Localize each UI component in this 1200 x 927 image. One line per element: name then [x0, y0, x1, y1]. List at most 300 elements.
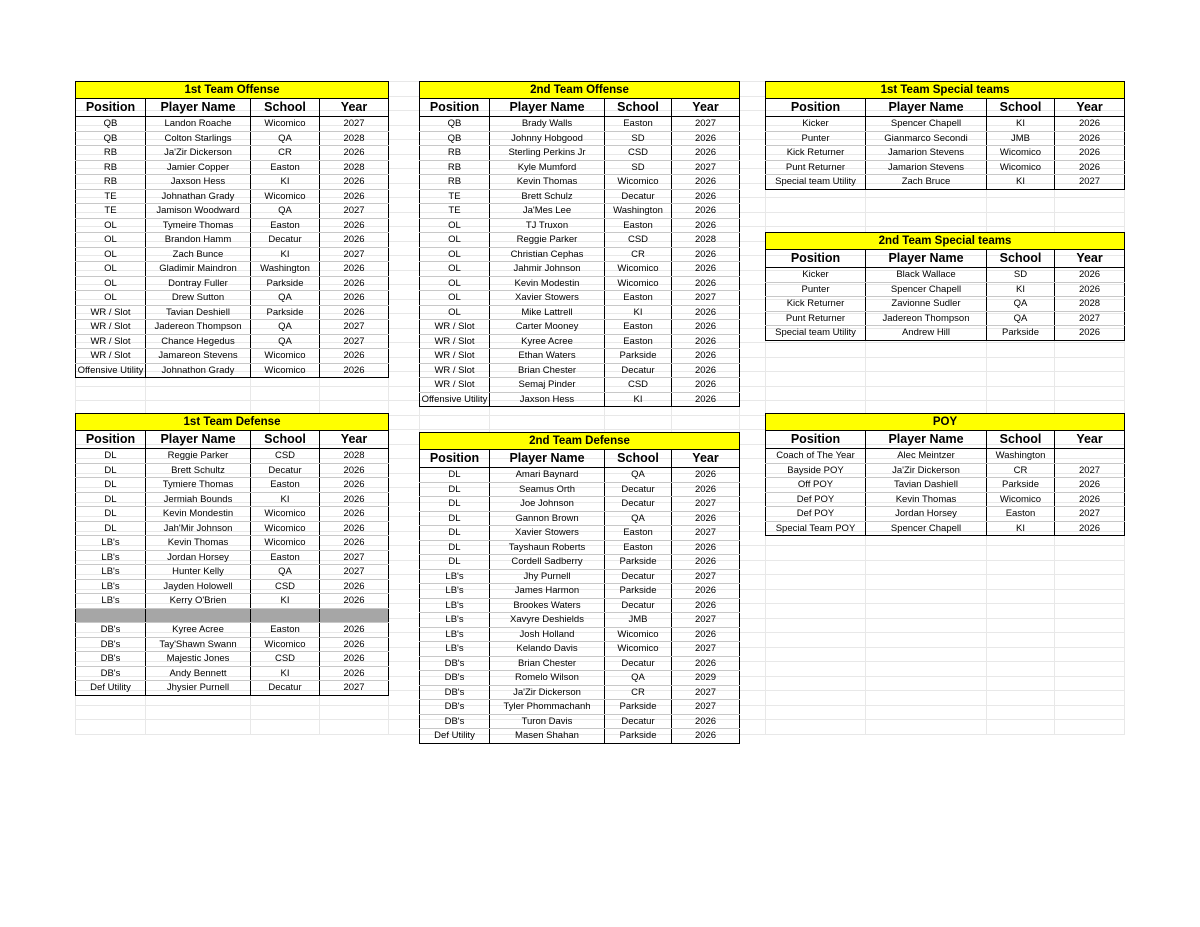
cell-school: CR	[605, 685, 672, 700]
cell-school: QA	[251, 131, 320, 146]
cell-position: DL	[420, 482, 490, 497]
cell-position: LB's	[420, 613, 490, 628]
cell-position: Def POY	[766, 507, 866, 522]
section-title-row	[766, 414, 1125, 431]
table-row	[420, 729, 740, 744]
cell-player-name: Spencer Chapell	[866, 521, 987, 536]
cell-year: 2027	[1055, 175, 1125, 190]
cell-school: Easton	[251, 218, 320, 233]
first-team-special-teams-table	[765, 81, 1125, 190]
cell-year: 2027	[672, 497, 740, 512]
table-row	[420, 233, 740, 248]
cell-school: Wicomico	[605, 627, 672, 642]
cell-position: LB's	[76, 594, 146, 609]
cell-player-name: Amari Baynard	[490, 468, 605, 483]
cell-school: Wicomico	[251, 536, 320, 551]
cell-player-name: Andy Bennett	[146, 666, 251, 681]
cell-year: 2026	[320, 189, 389, 204]
cell-position: OL	[76, 276, 146, 291]
table-row	[420, 468, 740, 483]
section-title-row	[766, 82, 1125, 99]
cell-year: 2026	[672, 349, 740, 364]
table-row	[76, 276, 389, 291]
section-title: 1st Team Offense	[76, 82, 389, 99]
cell-school: Decatur	[605, 363, 672, 378]
cell-position: DL	[420, 540, 490, 555]
cell-year: 2026	[672, 656, 740, 671]
table-row	[420, 613, 740, 628]
cell-player-name: Tymiere Thomas	[146, 478, 251, 493]
cell-position: DB's	[76, 637, 146, 652]
cell-player-name: Brett Schultz	[146, 463, 251, 478]
cell-position: Offensive Utility	[76, 363, 146, 378]
cell-year: 2027	[320, 247, 389, 262]
cell-school: KI	[251, 594, 320, 609]
cell-position: OL	[420, 276, 490, 291]
table-row	[76, 189, 389, 204]
cell-year	[320, 608, 389, 623]
cell-position: Kick Returner	[766, 146, 866, 161]
cell-position: DL	[420, 468, 490, 483]
column-header-position: Position	[420, 450, 490, 468]
cell-player-name: Tavian Dashiell	[866, 478, 987, 493]
cell-position: LB's	[420, 584, 490, 599]
cell-position: Special team Utility	[766, 326, 866, 341]
cell-position: Punt Returner	[766, 160, 866, 175]
cell-player-name: Drew Sutton	[146, 291, 251, 306]
cell-year: 2026	[320, 594, 389, 609]
cell-position: DB's	[420, 671, 490, 686]
cell-school: Parkside	[987, 326, 1055, 341]
cell-year: 2026	[672, 131, 740, 146]
column-header-player-name: Player Name	[490, 450, 605, 468]
cell-player-name: Gannon Brown	[490, 511, 605, 526]
column-header-player-name: Player Name	[146, 431, 251, 449]
cell-school: CR	[251, 146, 320, 161]
cell-school: CSD	[251, 449, 320, 464]
cell-school: Wicomico	[987, 492, 1055, 507]
cell-school: QA	[987, 311, 1055, 326]
column-header-player-name: Player Name	[146, 99, 251, 117]
cell-position: Off POY	[766, 478, 866, 493]
cell-year: 2028	[672, 233, 740, 248]
cell-year: 2027	[320, 565, 389, 580]
table-row	[420, 117, 740, 132]
table-row	[420, 627, 740, 642]
cell-year: 2026	[320, 478, 389, 493]
cell-player-name: Alec Meintzer	[866, 449, 987, 464]
cell-position: RB	[420, 175, 490, 190]
column-header-row	[76, 431, 389, 449]
cell-player-name: Johnathon Grady	[146, 363, 251, 378]
cell-player-name: Ja'Zir Dickerson	[490, 685, 605, 700]
cell-school: JMB	[605, 613, 672, 628]
cell-player-name: Reggie Parker	[146, 449, 251, 464]
table-row	[420, 204, 740, 219]
cell-year: 2026	[672, 247, 740, 262]
cell-position: OL	[420, 218, 490, 233]
column-header-school: School	[605, 99, 672, 117]
table-row	[420, 189, 740, 204]
cell-year: 2026	[672, 363, 740, 378]
table-row	[420, 671, 740, 686]
cell-player-name: Jamarion Stevens	[866, 160, 987, 175]
cell-player-name: Spencer Chapell	[866, 282, 987, 297]
cell-school: QA	[251, 320, 320, 335]
cell-player-name: Jadereon Thompson	[146, 320, 251, 335]
cell-player-name: Seamus Orth	[490, 482, 605, 497]
section-title: 1st Team Special teams	[766, 82, 1125, 99]
cell-year: 2026	[672, 627, 740, 642]
table-row	[76, 262, 389, 277]
cell-school: QA	[251, 334, 320, 349]
cell-school: Easton	[605, 117, 672, 132]
cell-position: Special team Utility	[766, 175, 866, 190]
cell-school: Easton	[251, 550, 320, 565]
cell-player-name: Jordan Horsey	[866, 507, 987, 522]
cell-position: LB's	[76, 565, 146, 580]
cell-position: Def Utility	[76, 681, 146, 696]
cell-year: 2026	[672, 584, 740, 599]
cell-year: 2027	[1055, 507, 1125, 522]
cell-year: 2026	[672, 146, 740, 161]
cell-position: DL	[420, 526, 490, 541]
cell-player-name: Turon Davis	[490, 714, 605, 729]
table-row	[420, 526, 740, 541]
cell-year: 2026	[672, 555, 740, 570]
cell-player-name: Jayden Holowell	[146, 579, 251, 594]
cell-school: Easton	[251, 478, 320, 493]
cell-year: 2026	[672, 189, 740, 204]
section-title: POY	[766, 414, 1125, 431]
cell-player-name: Johnny Hobgood	[490, 131, 605, 146]
cell-year: 2026	[672, 204, 740, 219]
cell-year: 2026	[320, 276, 389, 291]
cell-player-name: Hunter Kelly	[146, 565, 251, 580]
cell-school: QA	[251, 565, 320, 580]
table-row	[76, 565, 389, 580]
cell-player-name: Christian Cephas	[490, 247, 605, 262]
cell-player-name: Xavier Stowers	[490, 291, 605, 306]
cell-position: RB	[76, 146, 146, 161]
table-row	[766, 478, 1125, 493]
cell-position: QB	[76, 131, 146, 146]
cell-position: LB's	[420, 642, 490, 657]
cell-school: QA	[605, 511, 672, 526]
section-title-row	[76, 414, 389, 431]
table-row	[420, 700, 740, 715]
cell-school: Washington	[987, 449, 1055, 464]
first-team-defense-table	[75, 413, 389, 696]
cell-player-name: Kevin Modestin	[490, 276, 605, 291]
table-row	[766, 326, 1125, 341]
cell-school: KI	[987, 521, 1055, 536]
cell-player-name: Jaxson Hess	[490, 392, 605, 407]
cell-position: DL	[76, 507, 146, 522]
cell-position: Def POY	[766, 492, 866, 507]
table-row	[76, 521, 389, 536]
cell-year: 2026	[320, 463, 389, 478]
section-title: 2nd Team Special teams	[766, 233, 1125, 250]
cell-position: TE	[76, 189, 146, 204]
cell-year: 2026	[320, 233, 389, 248]
second-team-defense-table	[419, 432, 740, 744]
cell-year: 2027	[672, 685, 740, 700]
table-row	[76, 463, 389, 478]
cell-position: OL	[76, 291, 146, 306]
cell-school: Decatur	[605, 598, 672, 613]
table-row	[420, 584, 740, 599]
cell-player-name: Xavyre Deshields	[490, 613, 605, 628]
cell-player-name: Jamareon Stevens	[146, 349, 251, 364]
cell-position: LB's	[420, 569, 490, 584]
cell-year: 2026	[672, 392, 740, 407]
cell-school: CSD	[251, 579, 320, 594]
cell-player-name: Tay'Shawn Swann	[146, 637, 251, 652]
cell-player-name: Cordell Sadberry	[490, 555, 605, 570]
column-header-school: School	[987, 99, 1055, 117]
cell-school: Wicomico	[605, 642, 672, 657]
cell-position: WR / Slot	[420, 349, 490, 364]
cell-year: 2027	[320, 204, 389, 219]
column-header-player-name: Player Name	[866, 250, 987, 268]
cell-player-name: Black Wallace	[866, 268, 987, 283]
poy-table	[765, 413, 1125, 536]
cell-player-name: Ja'Zir Dickerson	[146, 146, 251, 161]
cell-position: RB	[420, 146, 490, 161]
cell-player-name: Jahmir Johnson	[490, 262, 605, 277]
column-header-row	[766, 250, 1125, 268]
cell-player-name: Mike Lattrell	[490, 305, 605, 320]
cell-position: Punter	[766, 131, 866, 146]
cell-position: OL	[76, 218, 146, 233]
cell-year: 2027	[320, 117, 389, 132]
table-row	[420, 497, 740, 512]
cell-player-name	[146, 608, 251, 623]
column-header-player-name: Player Name	[866, 431, 987, 449]
cell-position: TE	[76, 204, 146, 219]
cell-year: 2026	[672, 378, 740, 393]
table-row	[76, 175, 389, 190]
cell-player-name: Jaxson Hess	[146, 175, 251, 190]
cell-school: QA	[251, 204, 320, 219]
cell-player-name: Kevin Thomas	[146, 536, 251, 551]
cell-school: Decatur	[251, 233, 320, 248]
table-row	[420, 642, 740, 657]
cell-position: WR / Slot	[76, 334, 146, 349]
column-header-row	[420, 450, 740, 468]
cell-position: QB	[420, 131, 490, 146]
cell-year: 2028	[320, 160, 389, 175]
table-row	[76, 507, 389, 522]
cell-position: Kick Returner	[766, 297, 866, 312]
column-header-school: School	[251, 99, 320, 117]
cell-school: Wicomico	[605, 276, 672, 291]
table-row	[420, 305, 740, 320]
cell-school: Wicomico	[251, 507, 320, 522]
cell-school: Wicomico	[987, 146, 1055, 161]
cell-player-name: TJ Truxon	[490, 218, 605, 233]
cell-year: 2027	[320, 681, 389, 696]
cell-position: OL	[76, 262, 146, 277]
cell-school	[251, 608, 320, 623]
table-row	[420, 482, 740, 497]
cell-school: CSD	[605, 146, 672, 161]
cell-player-name: Jordan Horsey	[146, 550, 251, 565]
cell-school: CSD	[605, 378, 672, 393]
cell-school: KI	[987, 282, 1055, 297]
cell-player-name: Brookes Waters	[490, 598, 605, 613]
table-row	[76, 449, 389, 464]
cell-player-name: Joe Johnson	[490, 497, 605, 512]
cell-year: 2026	[1055, 521, 1125, 536]
cell-position: OL	[420, 262, 490, 277]
cell-player-name: Brady Walls	[490, 117, 605, 132]
cell-year: 2026	[672, 540, 740, 555]
cell-position: LB's	[76, 579, 146, 594]
cell-school: Parkside	[251, 276, 320, 291]
second-team-offense-table	[419, 81, 740, 407]
cell-school: CSD	[251, 652, 320, 667]
cell-year: 2026	[672, 334, 740, 349]
table-row	[420, 511, 740, 526]
cell-school: Washington	[251, 262, 320, 277]
cell-year: 2026	[1055, 160, 1125, 175]
table-row	[76, 550, 389, 565]
cell-year: 2026	[1055, 117, 1125, 132]
cell-position: DB's	[420, 714, 490, 729]
table-row	[420, 656, 740, 671]
cell-year: 2027	[672, 613, 740, 628]
section-title-row	[76, 82, 389, 99]
cell-school: Decatur	[251, 681, 320, 696]
cell-position: WR / Slot	[76, 349, 146, 364]
cell-school: Wicomico	[605, 175, 672, 190]
cell-school: CR	[987, 463, 1055, 478]
cell-year: 2027	[1055, 311, 1125, 326]
cell-school: KI	[251, 666, 320, 681]
cell-position: OL	[76, 233, 146, 248]
column-header-position: Position	[766, 99, 866, 117]
cell-player-name: Kerry O'Brien	[146, 594, 251, 609]
table-row	[76, 117, 389, 132]
table-row	[76, 305, 389, 320]
cell-position: WR / Slot	[420, 334, 490, 349]
table-row	[76, 492, 389, 507]
cell-school: Easton	[605, 218, 672, 233]
table-row	[76, 160, 389, 175]
column-header-school: School	[605, 450, 672, 468]
cell-year: 2026	[672, 175, 740, 190]
table-row	[420, 160, 740, 175]
section-title: 2nd Team Offense	[420, 82, 740, 99]
column-header-school: School	[987, 250, 1055, 268]
cell-player-name: Ethan Waters	[490, 349, 605, 364]
cell-player-name: Kevin Mondestin	[146, 507, 251, 522]
cell-player-name: Colton Starlings	[146, 131, 251, 146]
column-header-year: Year	[1055, 431, 1125, 449]
column-header-row	[420, 99, 740, 117]
cell-school: Decatur	[251, 463, 320, 478]
second-team-special-teams-table	[765, 232, 1125, 341]
cell-player-name: Masen Shahan	[490, 729, 605, 744]
cell-year: 2026	[672, 729, 740, 744]
cell-year: 2027	[672, 642, 740, 657]
table-row	[420, 598, 740, 613]
cell-player-name: Xavier Stowers	[490, 526, 605, 541]
section-title: 1st Team Defense	[76, 414, 389, 431]
cell-player-name: Kevin Thomas	[490, 175, 605, 190]
table-row	[766, 117, 1125, 132]
cell-year: 2026	[320, 218, 389, 233]
table-row	[420, 363, 740, 378]
table-row	[420, 131, 740, 146]
cell-position: DL	[76, 492, 146, 507]
cell-position: DL	[76, 478, 146, 493]
table-row	[766, 311, 1125, 326]
cell-school: Wicomico	[605, 262, 672, 277]
column-header-position: Position	[766, 431, 866, 449]
cell-year: 2026	[672, 598, 740, 613]
cell-player-name: Majestic Jones	[146, 652, 251, 667]
cell-year: 2026	[320, 305, 389, 320]
column-header-year: Year	[1055, 99, 1125, 117]
cell-school: KI	[251, 175, 320, 190]
table-row	[420, 569, 740, 584]
table-row	[420, 320, 740, 335]
cell-position: RB	[420, 160, 490, 175]
cell-player-name: Brett Schulz	[490, 189, 605, 204]
cell-player-name: Zach Bunce	[146, 247, 251, 262]
cell-school: Easton	[605, 320, 672, 335]
cell-position: LB's	[420, 598, 490, 613]
cell-player-name: Tyler Phommachanh	[490, 700, 605, 715]
column-header-row	[766, 431, 1125, 449]
table-row	[76, 320, 389, 335]
cell-year: 2026	[672, 482, 740, 497]
cell-school: KI	[605, 305, 672, 320]
column-header-school: School	[987, 431, 1055, 449]
cell-player-name: Jah'Mir Johnson	[146, 521, 251, 536]
cell-school: Wicomico	[251, 363, 320, 378]
cell-school: Easton	[605, 334, 672, 349]
table-row	[420, 714, 740, 729]
cell-year: 2026	[320, 507, 389, 522]
section-title: 2nd Team Defense	[420, 433, 740, 450]
table-row	[76, 478, 389, 493]
cell-position: Punt Returner	[766, 311, 866, 326]
cell-player-name: Kevin Thomas	[866, 492, 987, 507]
table-row	[76, 233, 389, 248]
table-row	[76, 579, 389, 594]
cell-school: Parkside	[251, 305, 320, 320]
column-header-year: Year	[672, 99, 740, 117]
cell-school: Wicomico	[251, 637, 320, 652]
cell-year: 2026	[320, 349, 389, 364]
cell-player-name: Kelando Davis	[490, 642, 605, 657]
cell-year: 2026	[1055, 282, 1125, 297]
table-row	[420, 262, 740, 277]
table-row	[766, 175, 1125, 190]
section-title-row	[420, 82, 740, 99]
table-row	[76, 536, 389, 551]
table-row	[766, 297, 1125, 312]
cell-year: 2026	[672, 218, 740, 233]
section-title-row	[766, 233, 1125, 250]
table-row	[76, 291, 389, 306]
cell-position: RB	[76, 175, 146, 190]
cell-year: 2026	[1055, 492, 1125, 507]
